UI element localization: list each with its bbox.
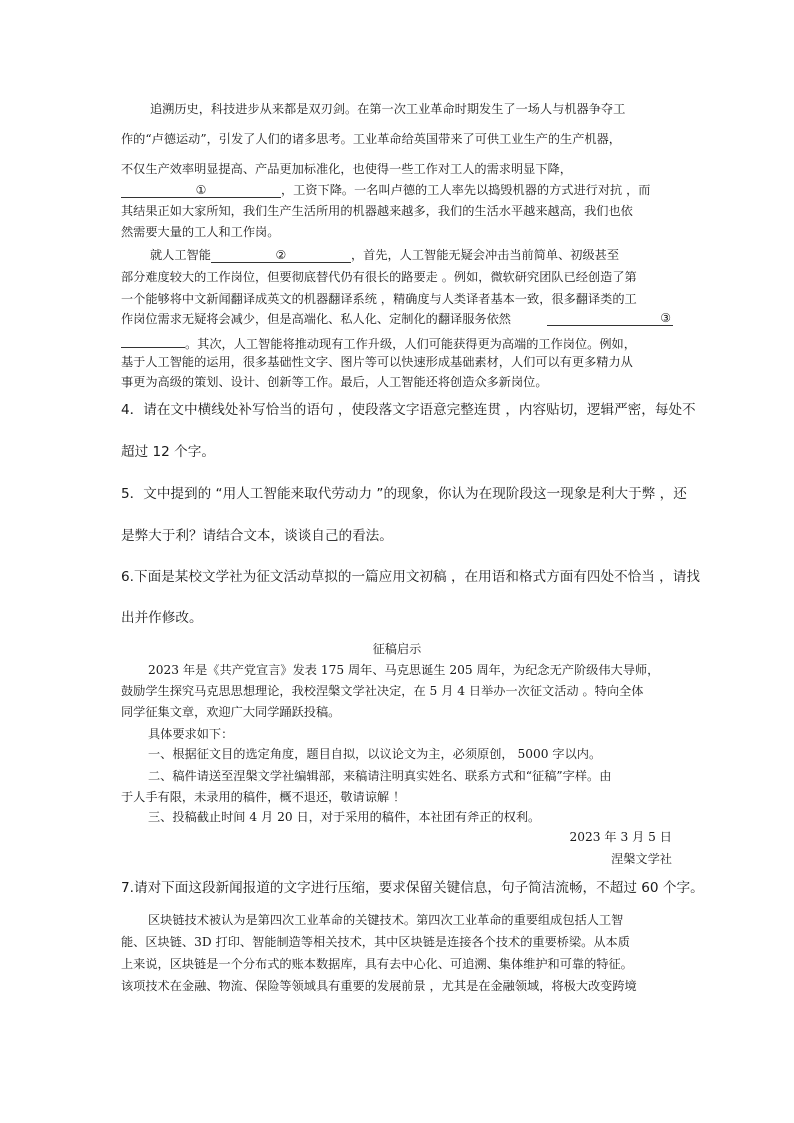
passage1-line-10-text: 作岗位需求无疑将会减少，但是高端化、私人化、定制化的翻译服务依然 [121,312,511,326]
blank-marker-3: ③ [660,311,671,325]
notice-line-7: 于人手有限，未录用的稿件，概不退还，敬请谅解 ！ [121,790,406,804]
passage2-line-1: 区块链技术被认为是第四次工业革命的关键技术。第四次工业革命的重要组成包括人工智 [148,913,624,927]
notice-date: 2023 年 3 月 5 日 [569,830,672,844]
passage1-line-12: 基于人工智能的运用，很多基础性文字、图片等可以快速形成基础素材，人们可以有更多精力从 [121,355,633,369]
passage1-line-7 [150,247,619,263]
blank-marker-2: ② [275,248,287,262]
question-6-line-1: 6.下面是某校文学社为征文活动草拟的一篇应用文初稿 ，在用语和格式方面有四处不恰当 ，请找 [121,569,700,585]
answer-blank-1[interactable] [121,183,281,198]
notice-title: 征稿启示 [372,642,422,656]
passage1-line-13: 事更为高级的策划、设计、创新等工作。最后，人工智能还将创造众多新岗位。 [121,375,548,389]
passage1-line-4-text: ，工资下降。一名叫卢德的工人率先以捣毁机器的方式进行对抗 ，而 [281,183,651,197]
notice-line-4: 具体要求如下： [148,727,234,741]
passage1-line-6: 然需要大量的工人和工作岗。 [121,225,280,239]
answer-blank-3[interactable] [547,311,673,326]
answer-blank-3-continued[interactable] [121,333,185,348]
notice-signature: 涅槃文学社 [611,852,672,866]
notice-line-1: 2023 年是《共产党宣言》发表 175 周年、马克思诞生 205 周年，为纪念无产阶级伟大导师， [148,663,660,677]
passage1-line-9: 一个能够将中文新闻翻译成英文的机器翻译系统 ，精确度与人类译者基本一致，很多翻译类的工 [121,292,637,306]
passage1-line-7-end: ，首先，人工智能无疑会冲击当前简单、初级甚至 [350,248,620,262]
passage1-line-3: 不仅生产效率明显提高、产品更加标准化，也使得一些工作对工人的需求明显下降， [121,162,572,176]
passage1-line-7-start: 就人工智能 [150,248,211,262]
passage1-line-10 [121,311,671,327]
passage1-line-2: 作的“卢德运动”，引发了人们的诸多思考。工业革命给英国带来了可供工业生产的生产机器， [121,132,621,146]
passage1-line-1: 追溯历史，科技进步从来都是双刃剑。在第一次工业革命时期发生了一场人与机器争夺工 [150,102,626,116]
question-7-line-1: 7.请对下面这段新闻报道的文字进行压缩，要求保留关键信息，句子简洁流畅，不超过 60 个字。 [121,880,704,896]
passage1-line-4 [121,182,651,198]
answer-blank-2[interactable] [211,248,351,263]
passage2-line-3: 上来说，区块链是一个分布式的账本数据库，具有去中心化、可追溯、集体维护和可靠的特征。 [121,957,633,971]
notice-line-2: 鼓励学生探究马克思思想理论，我校涅槃文学社决定，在 5 月 4 日举办一次征文活动 。特向全体 [121,684,644,698]
question-5-line-1: 5．文中提到的 “用人工智能来取代劳动力 ”的现象，你认为在现阶段这一现象是利大于弊 ，还 [121,486,687,502]
passage1-line-11-text: 。其次，人工智能将推动现有工作升级，人们可能获得更为高端的工作岗位。例如， [185,337,636,351]
notice-line-8: 三、投稿截止时间 4 月 20 日，对于采用的稿件，本社团有斧正的权利。 [148,810,541,824]
question-5-line-2: 是弊大于利？请结合文本，谈谈自己的看法。 [121,528,393,544]
question-4-line-2: 超过 12 个字。 [121,444,215,460]
notice-line-6: 二、稿件请送至涅槃文学社编辑部，来稿请注明真实姓名、联系方式和“征稿”字样。由 [148,769,612,783]
passage1-line-8: 部分难度较大的工作岗位，但要彻底替代仍有很长的路要走 。例如，微软研究团队已经创造了第 [121,270,637,284]
passage1-line-5: 其结果正如大家所知，我们生产生活所用的机器越来越多，我们的生活水平越来越高，我们也依 [121,204,633,218]
notice-line-5: 一、根据征文目的选定角度，题目自拟，以议论文为主，必须原创， 5000 字以内。 [148,747,602,761]
passage1-line-11 [121,333,636,352]
passage2-line-4: 该项技术在金融、物流、保险等领域具有重要的发展前景 ，尤其是在金融领域，将极大改变跨境 [121,979,637,993]
question-4-line-1: 4．请在文中横线处补写恰当的语句 ，使段落文字语意完整连贯 ，内容贴切，逻辑严密，每处不 [121,402,696,418]
blank-marker-1: ① [195,183,207,197]
passage2-line-2: 能、区块链、3D 打印、智能制造等相关技术，其中区块链是连接各个技术的重要桥梁。从本质 [121,935,630,949]
notice-line-3: 同学征集文章，欢迎广大同学踊跃投稿。 [121,705,341,719]
question-6-line-2: 出并作修改。 [121,610,203,626]
